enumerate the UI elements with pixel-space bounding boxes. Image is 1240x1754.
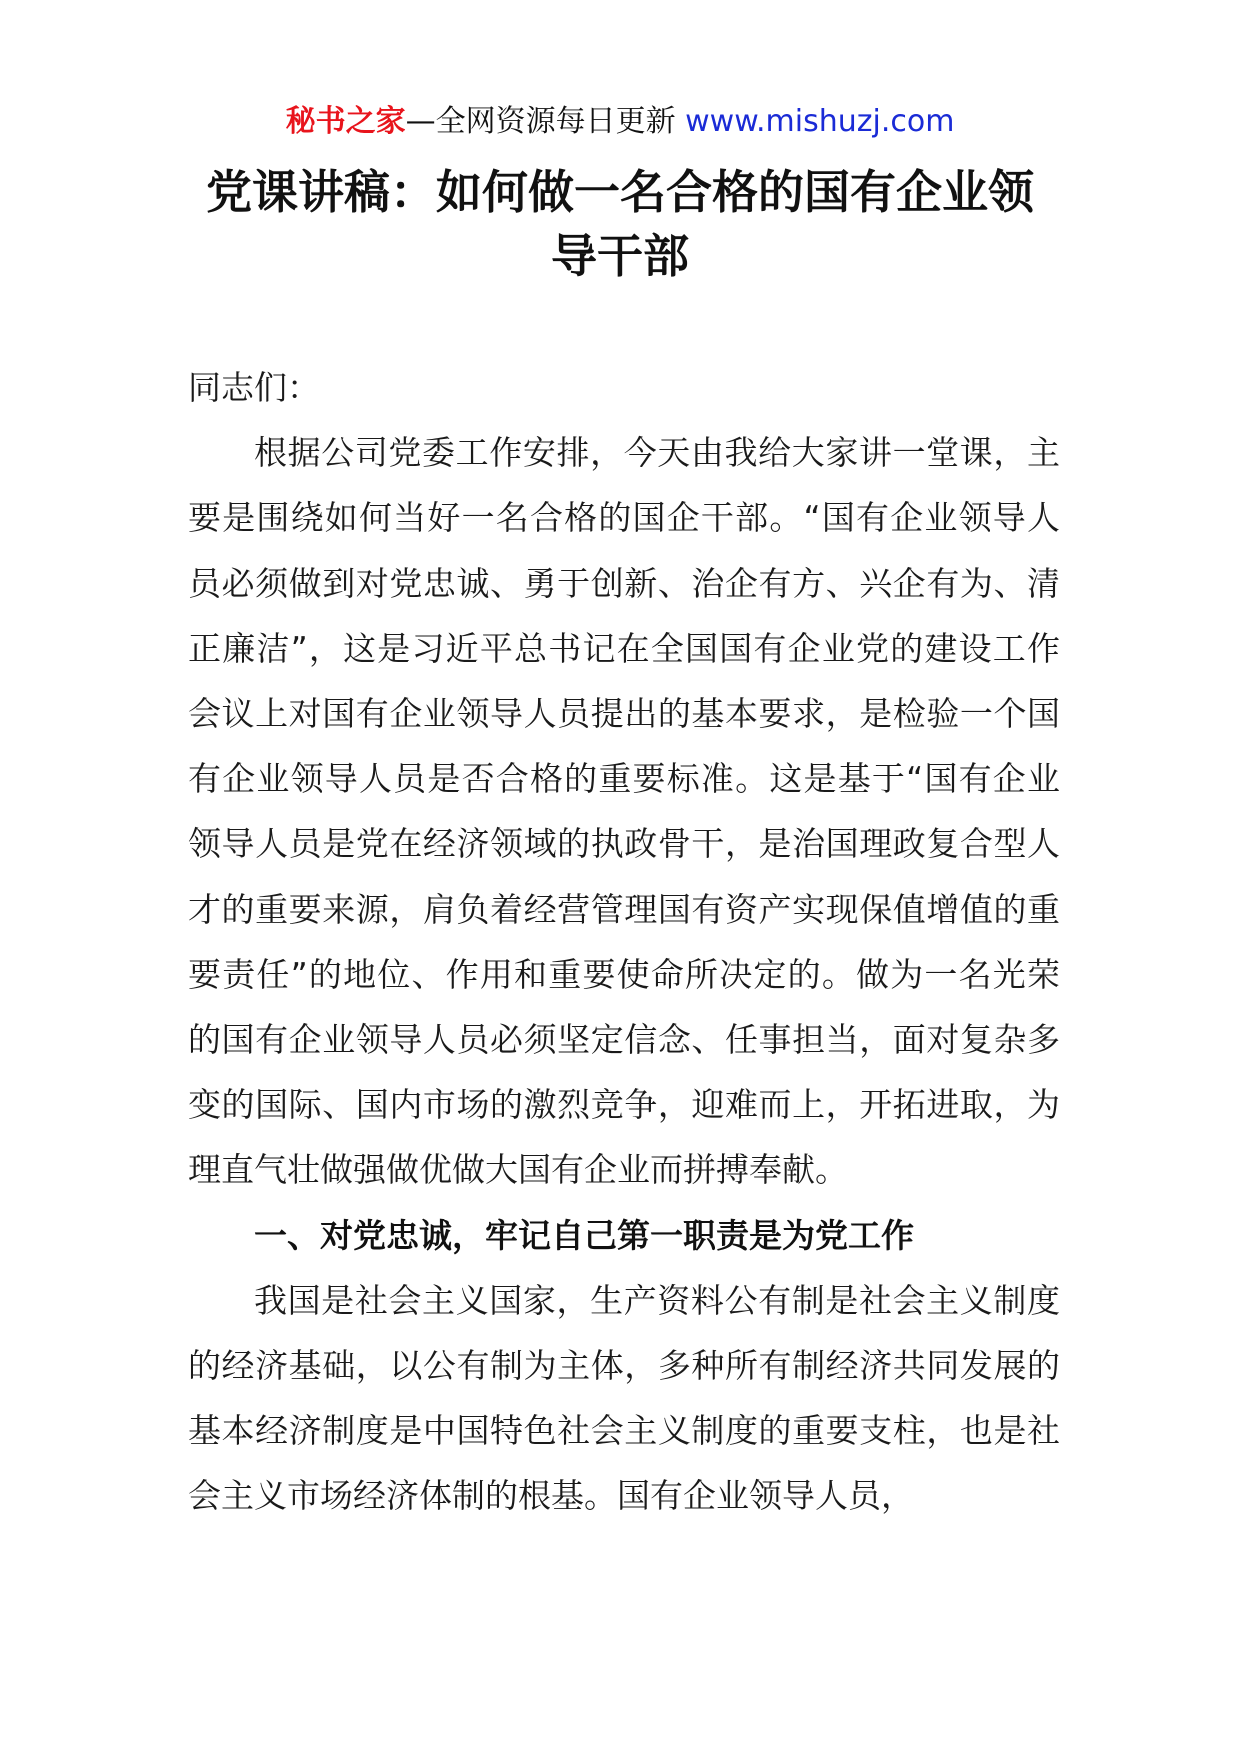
site-brand: 秘书之家: [285, 104, 406, 139]
document-title-line-2: 导干部: [551, 229, 689, 283]
site-slogan: —全网资源每日更新: [405, 104, 676, 139]
document-title-line-1: 党课讲稿：如何做一名合格的国有企业领: [206, 165, 1034, 219]
site-url-link[interactable]: www.mishuzj.com: [685, 104, 955, 139]
salutation: 同志们：: [188, 368, 320, 407]
paragraph-intro: 根据公司党委工作安排，今天由我给大家讲一堂课，主要是围绕如何当好一名合格的国企干部。“国有企业领导人员必须做到对党忠诚、勇于创新、治企有方、兴企有为、清正廉洁”，这是习近平总书记在全国国有企业党的建设工作会议上对国有企业领导人员提出的基本要求，是检验一个国有企业领导人员是否合格的重要标准。这是基于“国有企业领导人员是党在经济领域的执政骨干，是治国理政复合型人才的重要来源，肩负着经营管理国有资产实现保值增值的重要责任”的地位、作用和重要使命所决定的。做为一名光荣的国有企业领导人员必须坚定信念、任事担当，面对复杂多变的国际、国内市场的激烈竞争，迎难而上，开拓进取，为理直气壮做强做优做大国有企业而拼搏奉献。: [188, 433, 1060, 1190]
site-header: [0, 100, 1240, 144]
document-title: [185, 160, 1055, 288]
document-body: [188, 355, 1060, 1529]
paragraph-section-1: 我国是社会主义国家，生产资料公有制是社会主义制度的经济基础，以公有制为主体，多种所有制经济共同发展的基本经济制度是中国特色社会主义制度的重要支柱，也是社会主义市场经济体制的根基。国有企业领导人员，: [188, 1280, 1060, 1516]
section-heading-1: 一、对党忠诚，牢记自己第一职责是为党工作: [254, 1215, 914, 1255]
